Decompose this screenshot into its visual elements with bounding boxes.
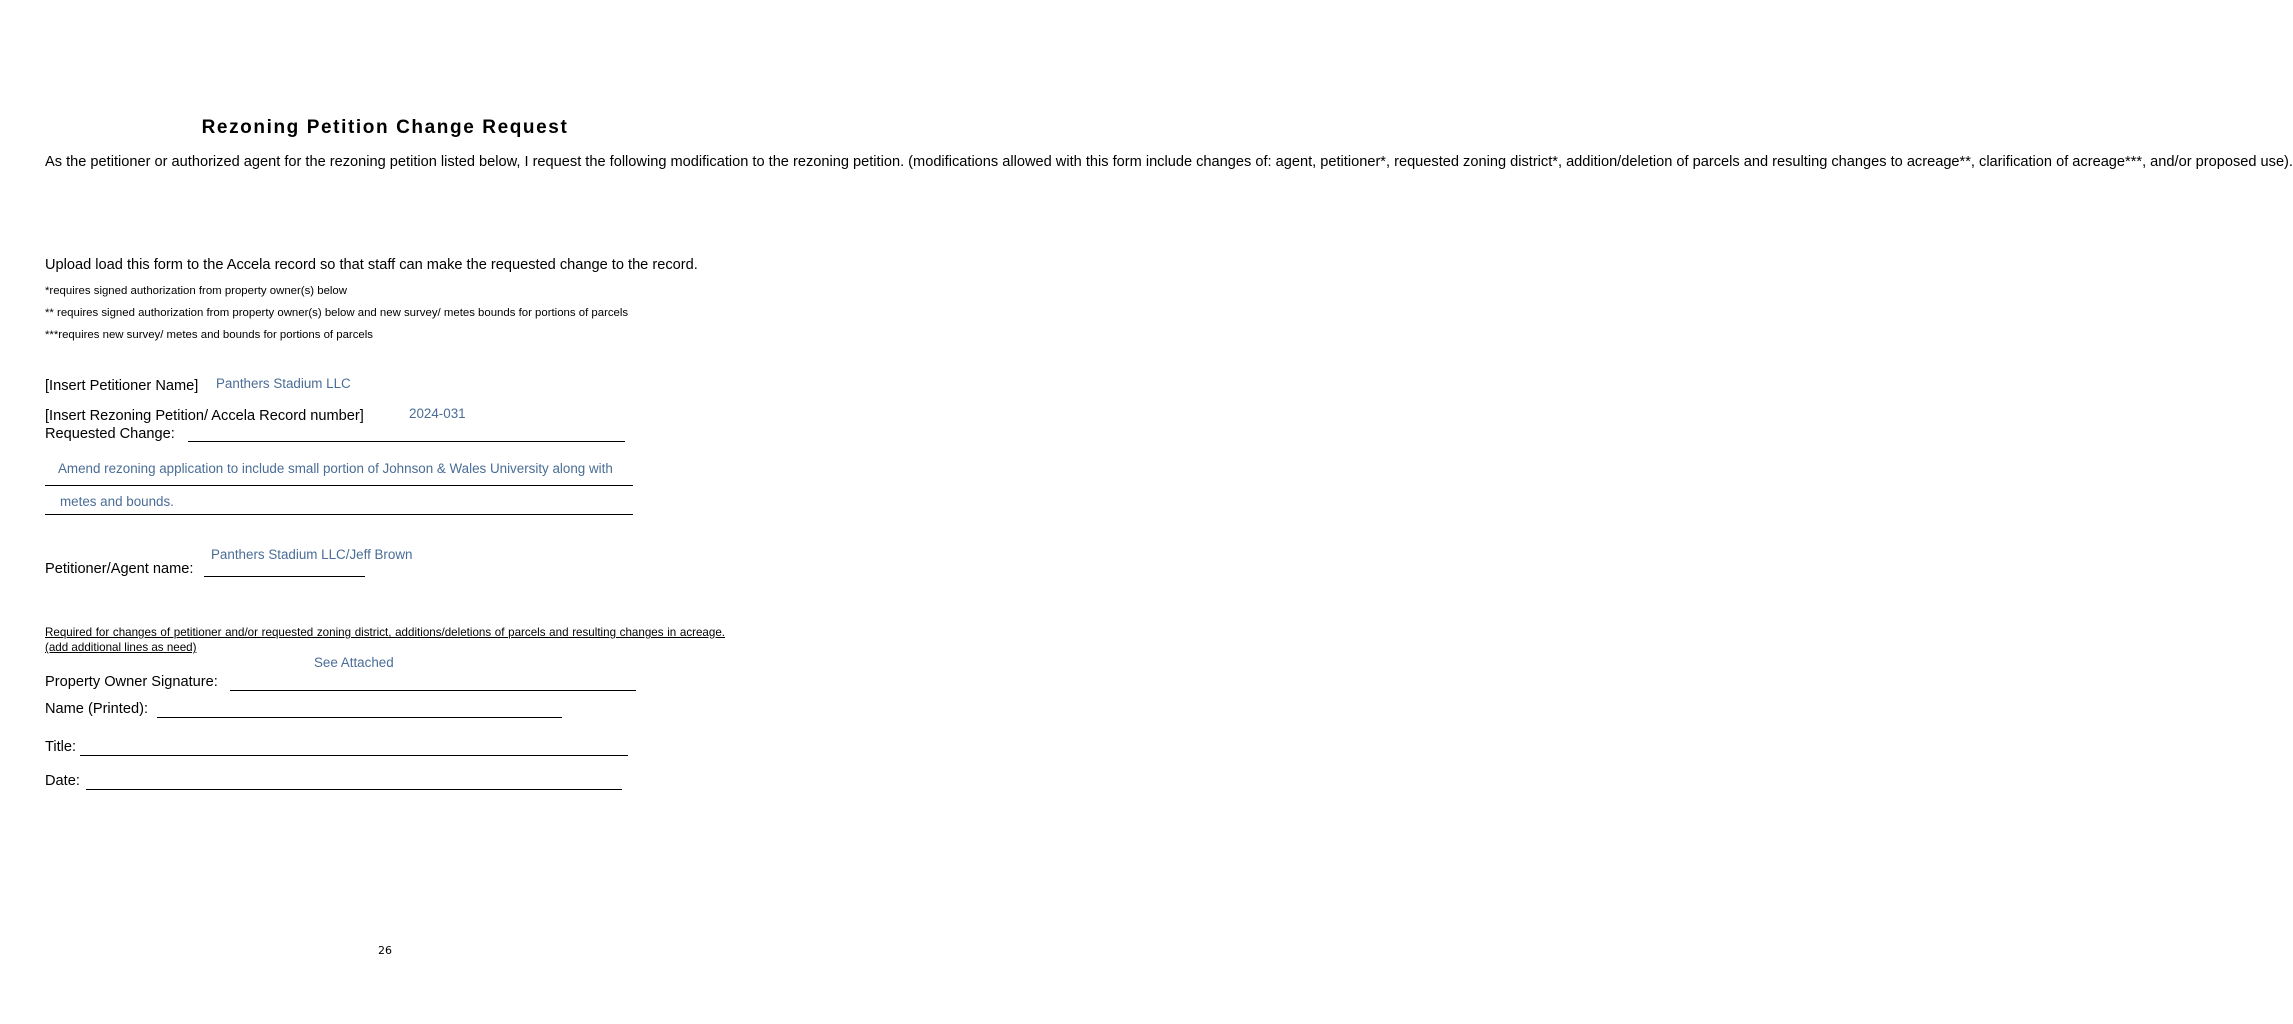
requested-change-line-2-rule [45, 514, 633, 515]
title-field-underline[interactable] [80, 755, 628, 756]
requested-change-line-2[interactable]: metes and bounds. [60, 494, 174, 509]
requested-change-underline [188, 441, 625, 442]
footnote-2: ** requires signed authorization from property owner(s) below and new survey/ metes bounds for portions of parcels [45, 307, 629, 319]
petitioner-name-value[interactable]: Panthers Stadium LLC [216, 376, 351, 391]
petitioner-name-label: [Insert Petitioner Name] [45, 378, 199, 394]
record-number-label: [Insert Rezoning Petition/ Accela Record number] [45, 408, 364, 424]
footnote-3: ***requires new survey/ metes and bounds for portions of parcels [45, 329, 373, 341]
requested-change-label: Requested Change: [45, 426, 175, 442]
owner-signature-underline[interactable] [230, 690, 636, 691]
title-field-label: Title: [45, 739, 77, 755]
name-printed-label: Name (Printed): [45, 701, 148, 717]
date-field-underline[interactable] [86, 789, 622, 790]
owner-signature-label: Property Owner Signature: [45, 674, 218, 690]
owner-requirement-note: Required for changes of petitioner and/or requested zoning district, additions/deletions of parcels and resulting changes in acreage. (add additional lines as need) [45, 626, 725, 654]
name-printed-underline[interactable] [157, 717, 562, 718]
date-field-label: Date: [45, 773, 80, 789]
record-number-value[interactable]: 2024-031 [409, 406, 466, 421]
page-title: Rezoning Petition Change Request [201, 117, 569, 138]
requested-change-line-1-rule [45, 485, 633, 486]
page-number: 26 [378, 944, 392, 957]
intro-paragraph [45, 149, 2293, 176]
requested-change-line-1[interactable]: Amend rezoning application to include small portion of Johnson & Wales University along with [58, 461, 613, 476]
agent-name-value[interactable]: Panthers Stadium LLC/Jeff Brown [211, 547, 413, 562]
intro-text: As the petitioner or authorized agent for the rezoning petition listed below, I request the following modification to the rezoning petition. (modifications allowed with this form include changes of: agent, petitioner*, requested zoning district*, addition/deletion of parcels and resulting changes to acreage**, clarification of acreage***, and/or proposed use). [45, 154, 2293, 170]
owner-signature-value[interactable]: See Attached [314, 655, 394, 670]
agent-name-label: Petitioner/Agent name: [45, 561, 194, 577]
agent-name-underline [204, 576, 365, 577]
upload-instruction: Upload load this form to the Accela record so that staff can make the requested change to the record. [45, 257, 698, 273]
footnote-1: *requires signed authorization from property owner(s) below [45, 285, 347, 297]
